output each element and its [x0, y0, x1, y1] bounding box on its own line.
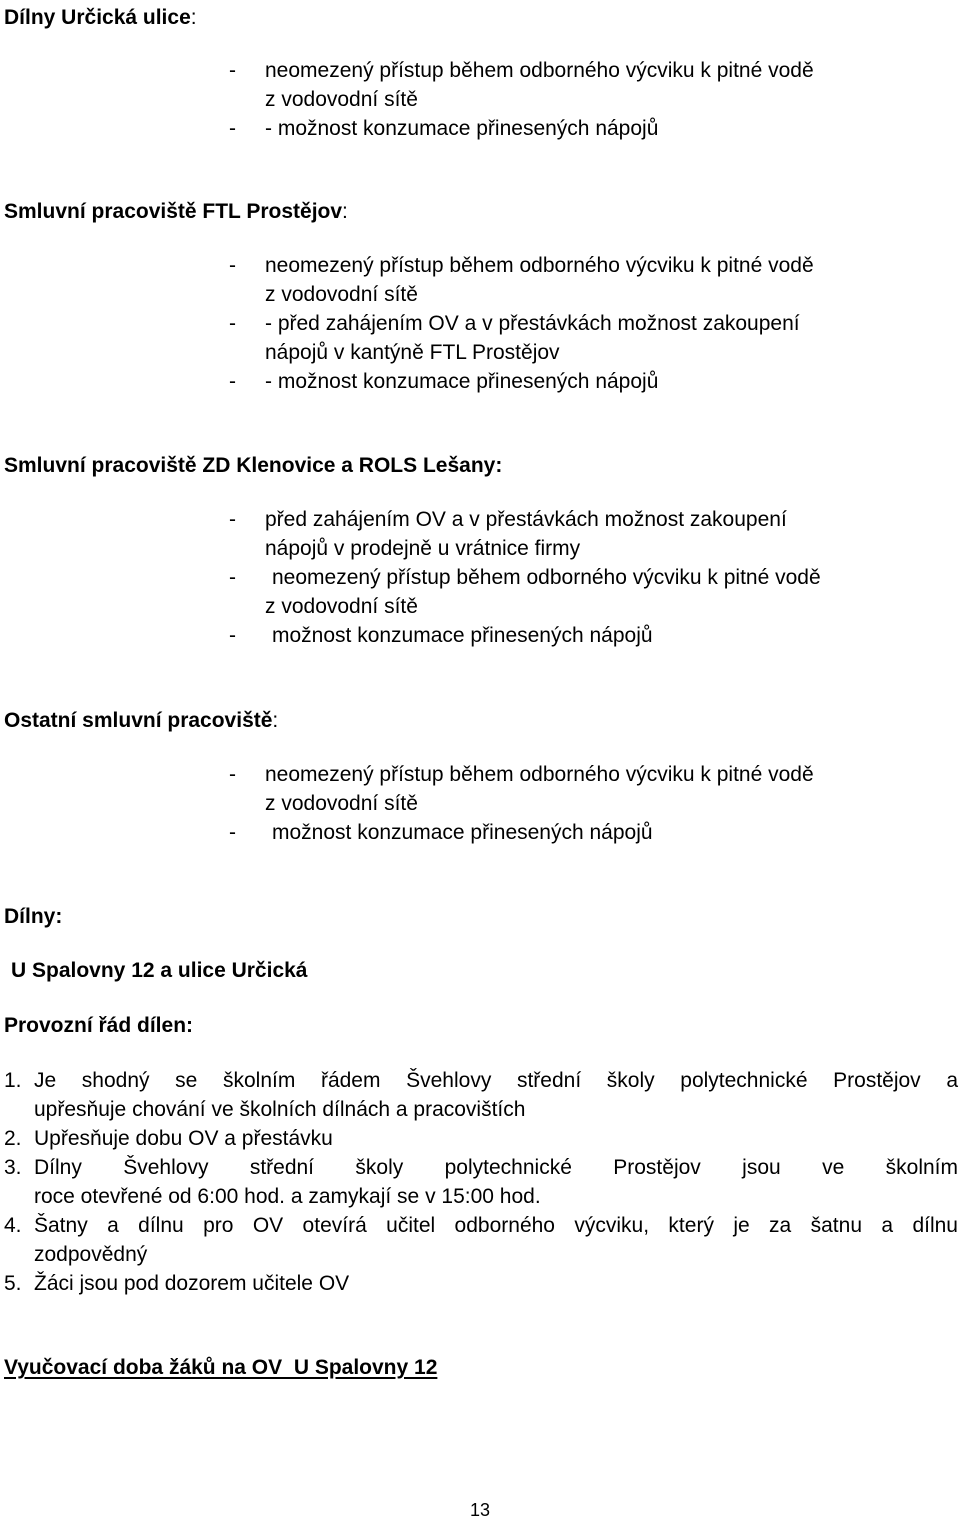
list-item-continuation: z vodovodní sítě [265, 792, 418, 815]
section-heading: Smluvní pracoviště ZD Klenovice a ROLS Lešany: [4, 454, 503, 477]
dilny-heading: Dílny: [4, 905, 63, 928]
section-heading: Ostatní smluvní pracoviště: [4, 709, 279, 732]
rule-text: Je shodný se školním řádem Švehlovy střední školy polytechnické Prostějov a [34, 1069, 958, 1092]
provozni-rad-heading: Provozní řád dílen: [4, 1014, 194, 1037]
rule-number: 4. [4, 1214, 22, 1237]
list-item: neomezený přístup během odborného výcviku k pitné vodě [265, 59, 814, 82]
rule-text-continuation: zodpovědný [34, 1243, 148, 1266]
section-heading: Smluvní pracoviště FTL Prostějov: [4, 200, 348, 223]
list-dash: - [229, 254, 236, 277]
list-dash: - [229, 370, 236, 393]
list-item: neomezený přístup během odborného výcviku k pitné vodě [265, 254, 814, 277]
list-dash: - [229, 508, 236, 531]
list-dash: - [229, 117, 236, 140]
list-item-continuation: z vodovodní sítě [265, 283, 418, 306]
rule-text: Dílny Švehlovy střední školy polytechnické Prostějov jsou ve školním [34, 1156, 958, 1179]
list-item: možnost konzumace přinesených nápojů [272, 624, 653, 647]
rule-number: 3. [4, 1156, 22, 1179]
rule-number: 1. [4, 1069, 22, 1092]
dilny-location: U Spalovny 12 a ulice Určická [11, 959, 308, 982]
rule-text-continuation: roce otevřené od 6:00 hod. a zamykají se v 15:00 hod. [34, 1185, 541, 1208]
rule-text: Šatny a dílnu pro OV otevírá učitel odborného výcviku, který je za šatnu a dílnu [34, 1214, 958, 1237]
list-item-continuation: z vodovodní sítě [265, 88, 418, 111]
list-dash: - [229, 763, 236, 786]
list-item: neomezený přístup během odborného výcviku k pitné vodě [265, 763, 814, 786]
rule-text: Upřesňuje dobu OV a přestávku [34, 1127, 333, 1150]
list-item-continuation: nápojů v kantýně FTL Prostějov [265, 341, 560, 364]
list-item: - před zahájením OV a v přestávkách možnost zakoupení [265, 312, 800, 335]
list-item-continuation: nápojů v prodejně u vrátnice firmy [265, 537, 581, 560]
list-item: - možnost konzumace přinesených nápojů [265, 370, 659, 393]
list-item: před zahájením OV a v přestávkách možnost zakoupení [265, 508, 787, 531]
rule-text: Žáci jsou pod dozorem učitele OV [34, 1272, 350, 1295]
list-dash: - [229, 566, 236, 589]
rule-number: 2. [4, 1127, 22, 1150]
list-item: - možnost konzumace přinesených nápojů [265, 117, 659, 140]
rule-number: 5. [4, 1272, 22, 1295]
page-number: 13 [469, 1500, 491, 1520]
list-dash: - [229, 821, 236, 844]
section-heading: Dílny Určická ulice: [4, 6, 197, 29]
list-dash: - [229, 312, 236, 335]
list-item: možnost konzumace přinesených nápojů [272, 821, 653, 844]
list-item-continuation: z vodovodní sítě [265, 595, 418, 618]
rule-text-continuation: upřesňuje chování ve školních dílnách a pracovištích [34, 1098, 526, 1121]
vyucovaci-doba-heading: Vyučovací doba žáků na OV U Spalovny 12 [4, 1356, 438, 1379]
list-dash: - [229, 59, 236, 82]
list-dash: - [229, 624, 236, 647]
list-item: neomezený přístup během odborného výcviku k pitné vodě [272, 566, 821, 589]
